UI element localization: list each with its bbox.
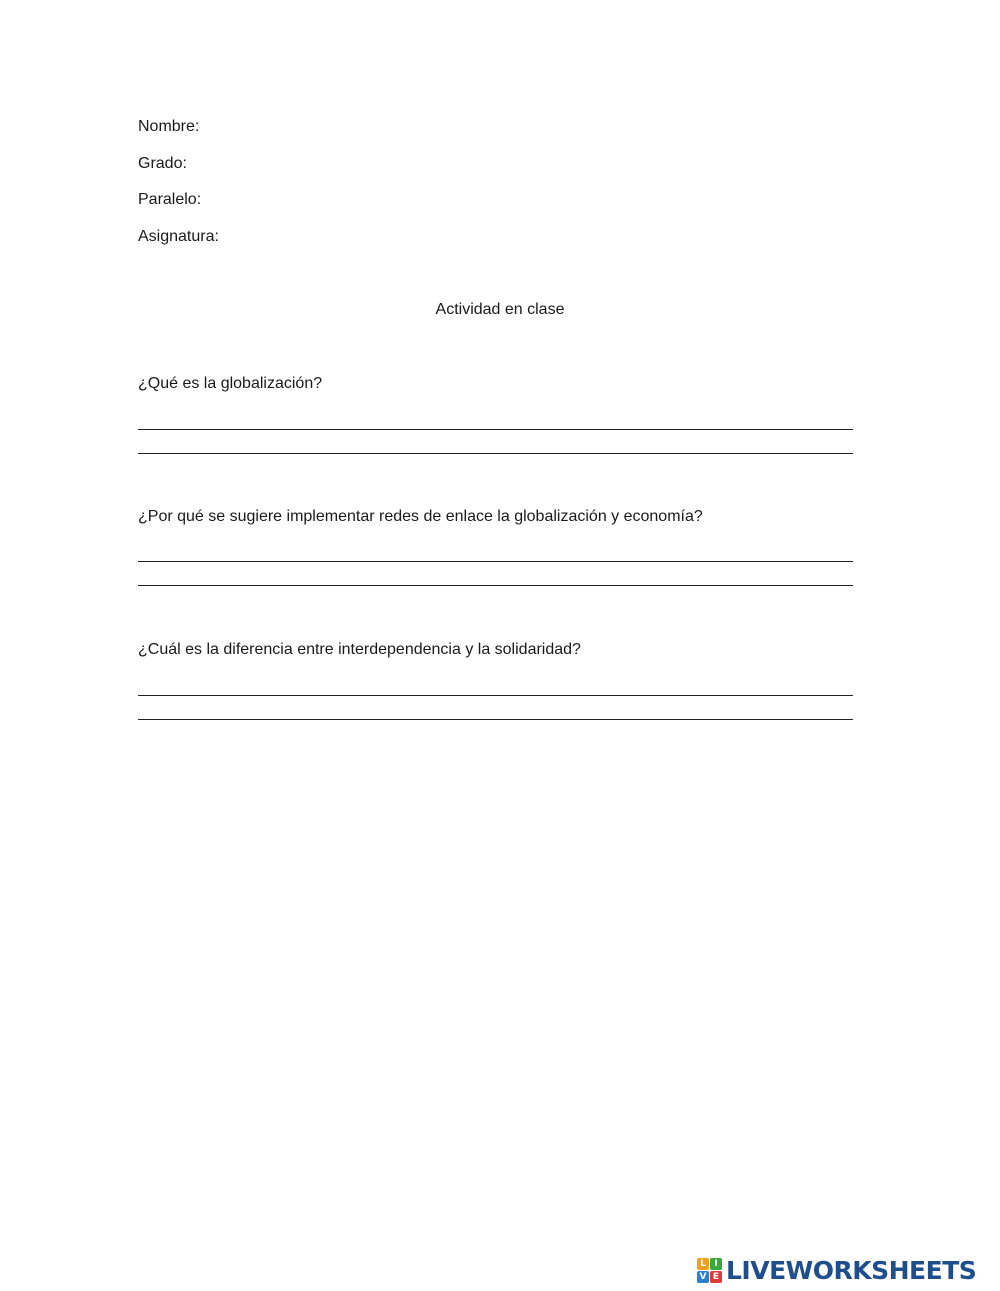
field-paralelo: Paralelo: <box>138 191 202 208</box>
logo-block-e: E <box>710 1271 722 1283</box>
question-3: ¿Cuál es la diferencia entre interdependencia y la solidaridad? <box>138 641 581 658</box>
logo-block-i: I <box>710 1258 722 1270</box>
answer-line[interactable] <box>138 719 853 720</box>
logo-block-v: V <box>697 1271 709 1283</box>
logo-blocks-icon <box>697 1258 722 1283</box>
question-2: ¿Por qué se sugiere implementar redes de enlace la globalización y economía? <box>138 508 703 525</box>
field-asignatura: Asignatura: <box>138 228 219 245</box>
field-nombre: Nombre: <box>138 118 200 135</box>
logo-text: LIVEWORKSHEETS <box>726 1255 977 1285</box>
page-title: Actividad en clase <box>435 301 565 318</box>
answer-line[interactable] <box>138 561 853 562</box>
liveworksheets-logo <box>697 1256 976 1284</box>
answer-line[interactable] <box>138 585 853 586</box>
answer-line[interactable] <box>138 453 853 454</box>
logo-block-l: L <box>697 1258 709 1270</box>
field-grado: Grado: <box>138 155 187 172</box>
answer-line[interactable] <box>138 429 853 430</box>
question-1: ¿Qué es la globalización? <box>138 375 323 392</box>
answer-line[interactable] <box>138 695 853 696</box>
